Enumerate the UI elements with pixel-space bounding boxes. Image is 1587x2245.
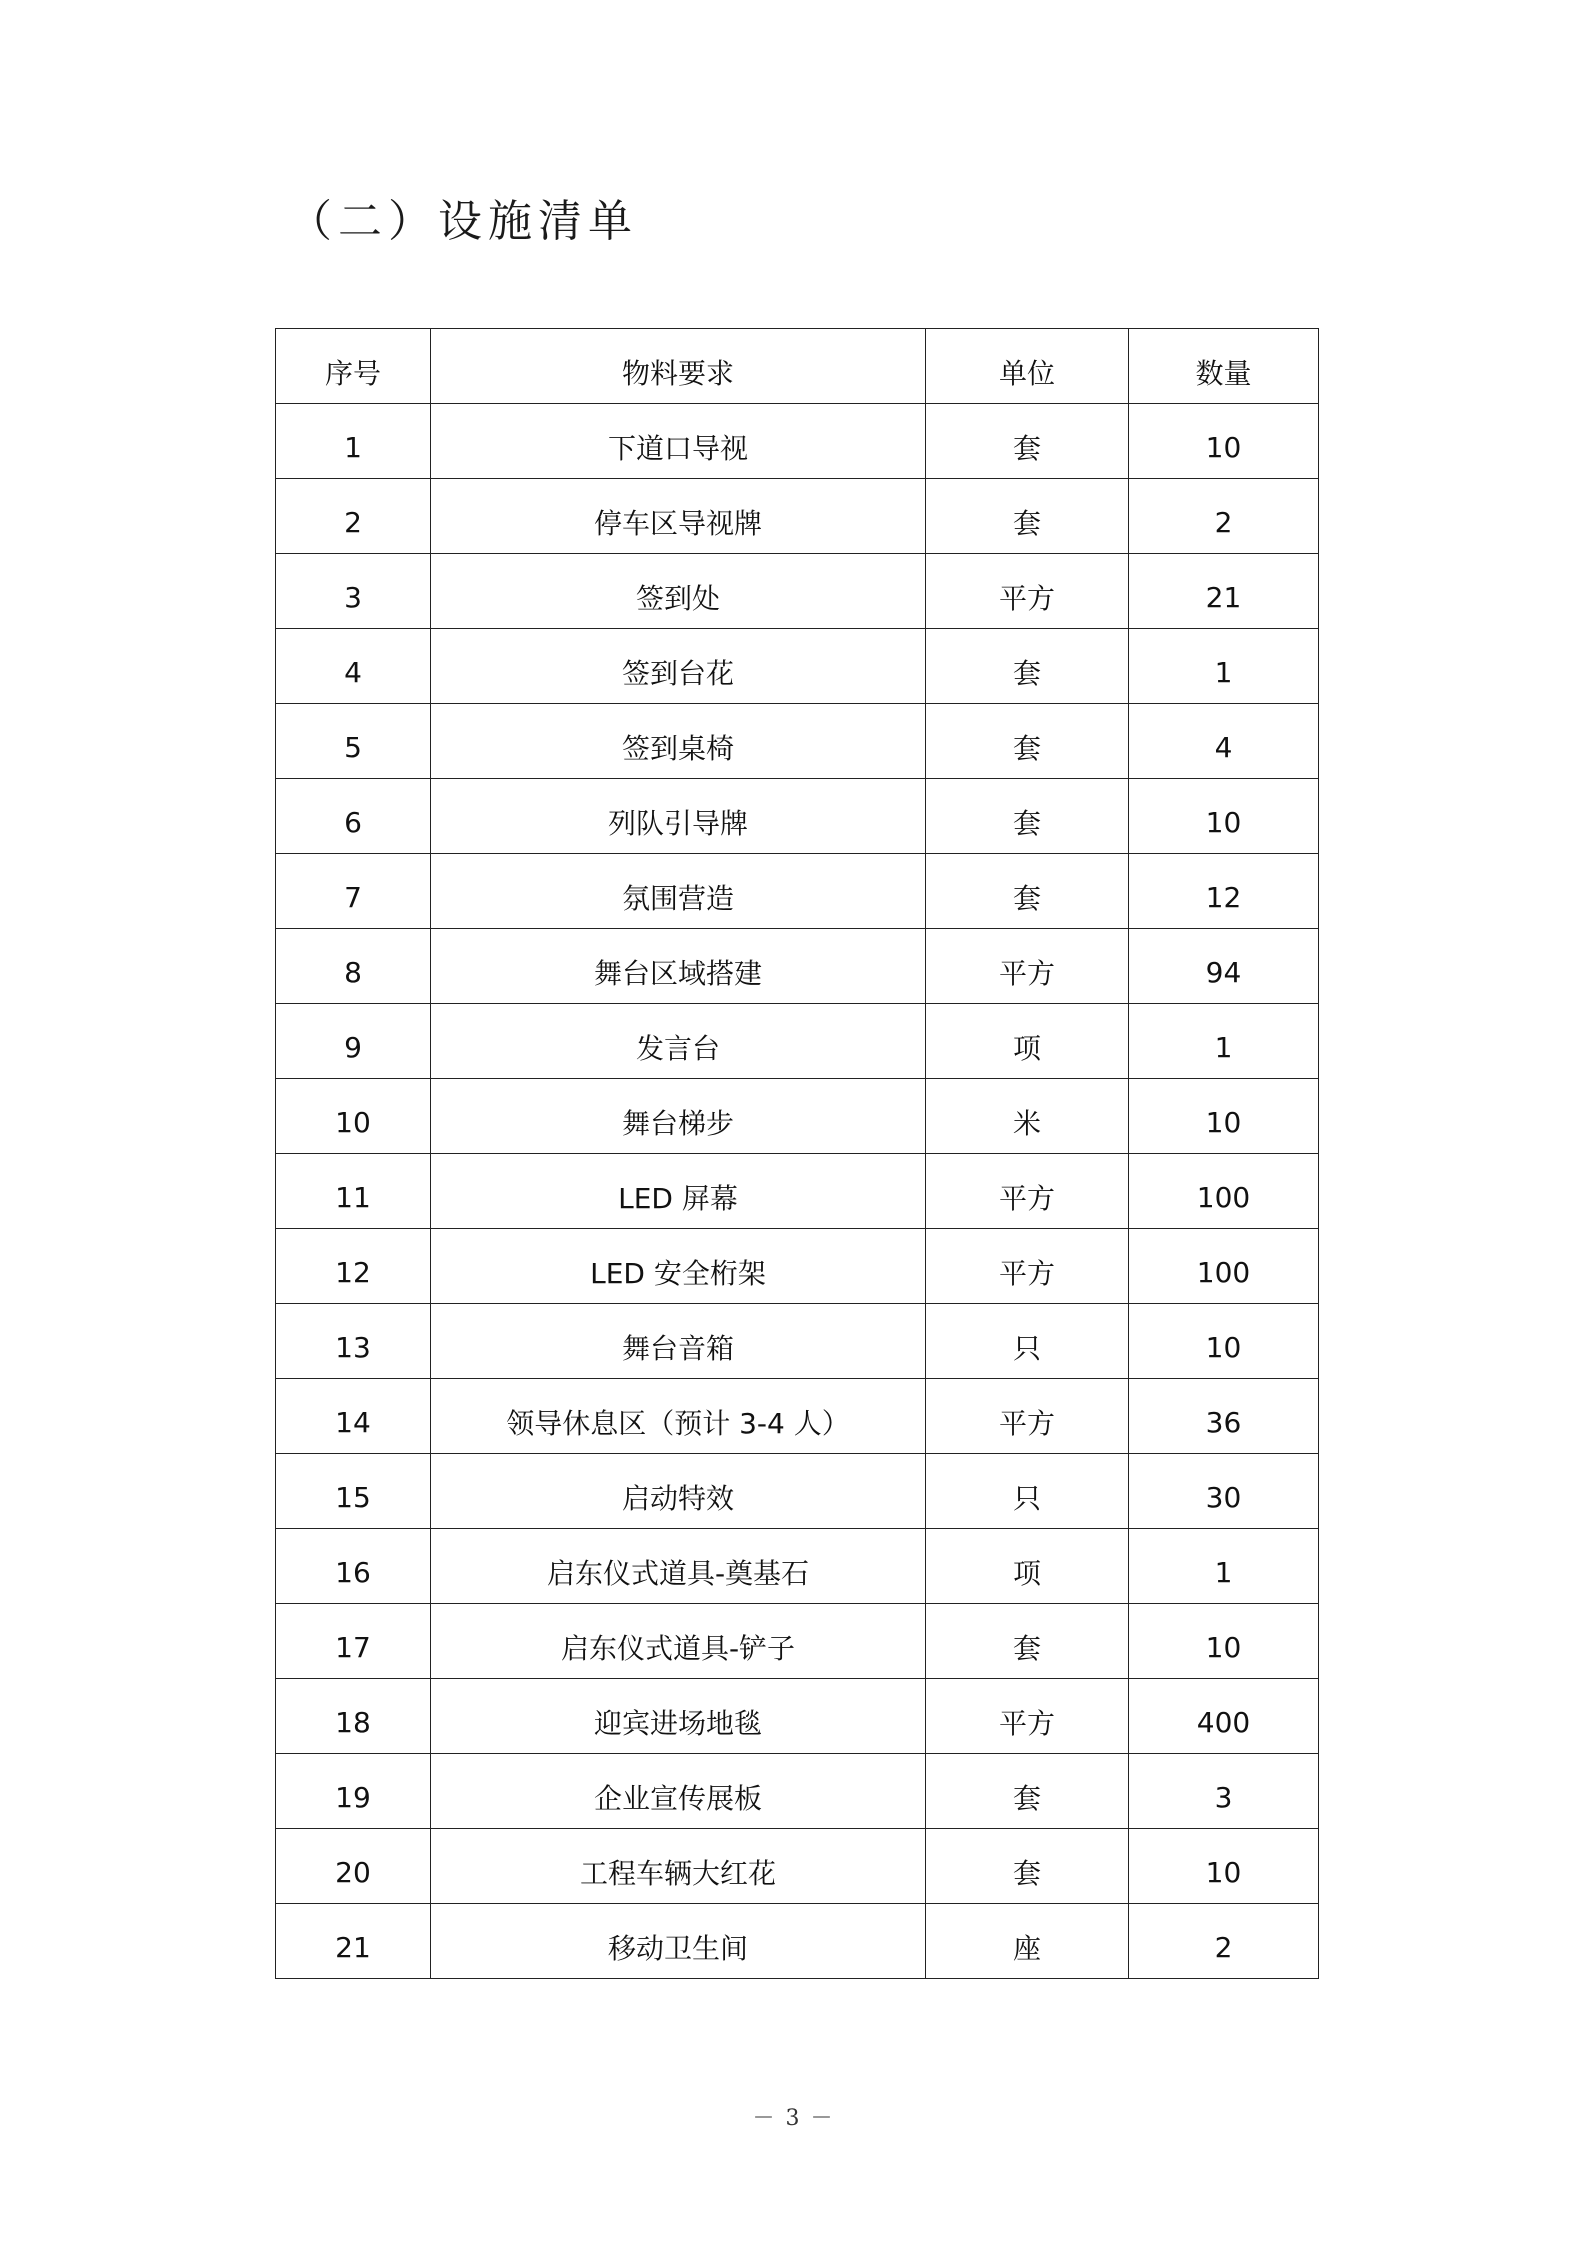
- cell-item: 舞台区域搭建: [431, 929, 926, 1004]
- facility-table: [275, 328, 1319, 1979]
- cell-seq: 9: [276, 1004, 431, 1079]
- section-heading: （二）设施清单: [288, 196, 638, 247]
- cell-qty: 30: [1129, 1454, 1319, 1529]
- cell-qty: 94: [1129, 929, 1319, 1004]
- table-row: [276, 1679, 1319, 1754]
- table-body: [276, 404, 1319, 1979]
- table-row: [276, 779, 1319, 854]
- cell-qty: 100: [1129, 1229, 1319, 1304]
- cell-item: 领导休息区（预计 3-4 人）: [431, 1379, 926, 1454]
- cell-qty: 10: [1129, 779, 1319, 854]
- cell-qty: 100: [1129, 1154, 1319, 1229]
- table-row: [276, 629, 1319, 704]
- cell-seq: 13: [276, 1304, 431, 1379]
- cell-qty: 2: [1129, 1904, 1319, 1979]
- cell-unit: 套: [926, 404, 1129, 479]
- table-row: [276, 1529, 1319, 1604]
- cell-qty: 36: [1129, 1379, 1319, 1454]
- table-row: [276, 1904, 1319, 1979]
- table-header-row: [276, 329, 1319, 404]
- cell-unit: 平方: [926, 1679, 1129, 1754]
- cell-unit: 套: [926, 1604, 1129, 1679]
- table-row: [276, 1454, 1319, 1529]
- cell-unit: 只: [926, 1304, 1129, 1379]
- cell-item: 启东仪式道具-铲子: [431, 1604, 926, 1679]
- header-seq: 序号: [276, 329, 431, 404]
- cell-seq: 21: [276, 1904, 431, 1979]
- cell-seq: 7: [276, 854, 431, 929]
- cell-qty: 10: [1129, 1079, 1319, 1154]
- cell-seq: 8: [276, 929, 431, 1004]
- cell-item: 停车区导视牌: [431, 479, 926, 554]
- cell-qty: 1: [1129, 1529, 1319, 1604]
- cell-unit: 套: [926, 1829, 1129, 1904]
- table-row: [276, 1379, 1319, 1454]
- cell-item: LED 屏幕: [431, 1154, 926, 1229]
- cell-qty: 10: [1129, 1304, 1319, 1379]
- cell-seq: 5: [276, 704, 431, 779]
- cell-unit: 平方: [926, 554, 1129, 629]
- cell-unit: 平方: [926, 929, 1129, 1004]
- cell-seq: 16: [276, 1529, 431, 1604]
- cell-qty: 12: [1129, 854, 1319, 929]
- cell-item: 列队引导牌: [431, 779, 926, 854]
- cell-qty: 1: [1129, 629, 1319, 704]
- cell-unit: 平方: [926, 1229, 1129, 1304]
- cell-unit: 只: [926, 1454, 1129, 1529]
- cell-qty: 4: [1129, 704, 1319, 779]
- table-row: [276, 1829, 1319, 1904]
- cell-qty: 3: [1129, 1754, 1319, 1829]
- cell-qty: 21: [1129, 554, 1319, 629]
- table-row: [276, 1304, 1319, 1379]
- cell-qty: 10: [1129, 1604, 1319, 1679]
- cell-qty: 10: [1129, 404, 1319, 479]
- cell-item: 签到处: [431, 554, 926, 629]
- table-row: [276, 1154, 1319, 1229]
- table-row: [276, 1754, 1319, 1829]
- cell-seq: 18: [276, 1679, 431, 1754]
- table-row: [276, 929, 1319, 1004]
- cell-qty: 10: [1129, 1829, 1319, 1904]
- table-row: [276, 1004, 1319, 1079]
- cell-seq: 4: [276, 629, 431, 704]
- cell-unit: 项: [926, 1529, 1129, 1604]
- header-item: 物料要求: [431, 329, 926, 404]
- cell-qty: 400: [1129, 1679, 1319, 1754]
- header-qty: 数量: [1129, 329, 1319, 404]
- cell-unit: 米: [926, 1079, 1129, 1154]
- page-number: － 3 －: [752, 2106, 835, 2131]
- cell-seq: 10: [276, 1079, 431, 1154]
- cell-unit: 平方: [926, 1379, 1129, 1454]
- cell-item: 签到台花: [431, 629, 926, 704]
- cell-seq: 1: [276, 404, 431, 479]
- table-row: [276, 704, 1319, 779]
- cell-seq: 3: [276, 554, 431, 629]
- cell-item: LED 安全桁架: [431, 1229, 926, 1304]
- cell-item: 企业宣传展板: [431, 1754, 926, 1829]
- cell-unit: 套: [926, 704, 1129, 779]
- table-row: [276, 1229, 1319, 1304]
- cell-item: 发言台: [431, 1004, 926, 1079]
- cell-seq: 11: [276, 1154, 431, 1229]
- cell-item: 迎宾进场地毯: [431, 1679, 926, 1754]
- table-row: [276, 1079, 1319, 1154]
- cell-unit: 套: [926, 479, 1129, 554]
- table-row: [276, 404, 1319, 479]
- cell-item: 氛围营造: [431, 854, 926, 929]
- cell-item: 工程车辆大红花: [431, 1829, 926, 1904]
- cell-qty: 2: [1129, 479, 1319, 554]
- cell-seq: 14: [276, 1379, 431, 1454]
- cell-seq: 17: [276, 1604, 431, 1679]
- cell-item: 舞台梯步: [431, 1079, 926, 1154]
- cell-seq: 12: [276, 1229, 431, 1304]
- cell-seq: 6: [276, 779, 431, 854]
- cell-item: 下道口导视: [431, 404, 926, 479]
- cell-item: 签到桌椅: [431, 704, 926, 779]
- cell-seq: 19: [276, 1754, 431, 1829]
- header-unit: 单位: [926, 329, 1129, 404]
- cell-qty: 1: [1129, 1004, 1319, 1079]
- cell-item: 移动卫生间: [431, 1904, 926, 1979]
- cell-item: 启动特效: [431, 1454, 926, 1529]
- cell-unit: 座: [926, 1904, 1129, 1979]
- cell-seq: 20: [276, 1829, 431, 1904]
- table-row: [276, 554, 1319, 629]
- cell-unit: 套: [926, 854, 1129, 929]
- cell-seq: 15: [276, 1454, 431, 1529]
- cell-unit: 套: [926, 629, 1129, 704]
- table-row: [276, 854, 1319, 929]
- table-row: [276, 479, 1319, 554]
- cell-seq: 2: [276, 479, 431, 554]
- cell-unit: 平方: [926, 1154, 1129, 1229]
- cell-item: 舞台音箱: [431, 1304, 926, 1379]
- cell-item: 启东仪式道具-奠基石: [431, 1529, 926, 1604]
- cell-unit: 项: [926, 1004, 1129, 1079]
- cell-unit: 套: [926, 1754, 1129, 1829]
- table-row: [276, 1604, 1319, 1679]
- cell-unit: 套: [926, 779, 1129, 854]
